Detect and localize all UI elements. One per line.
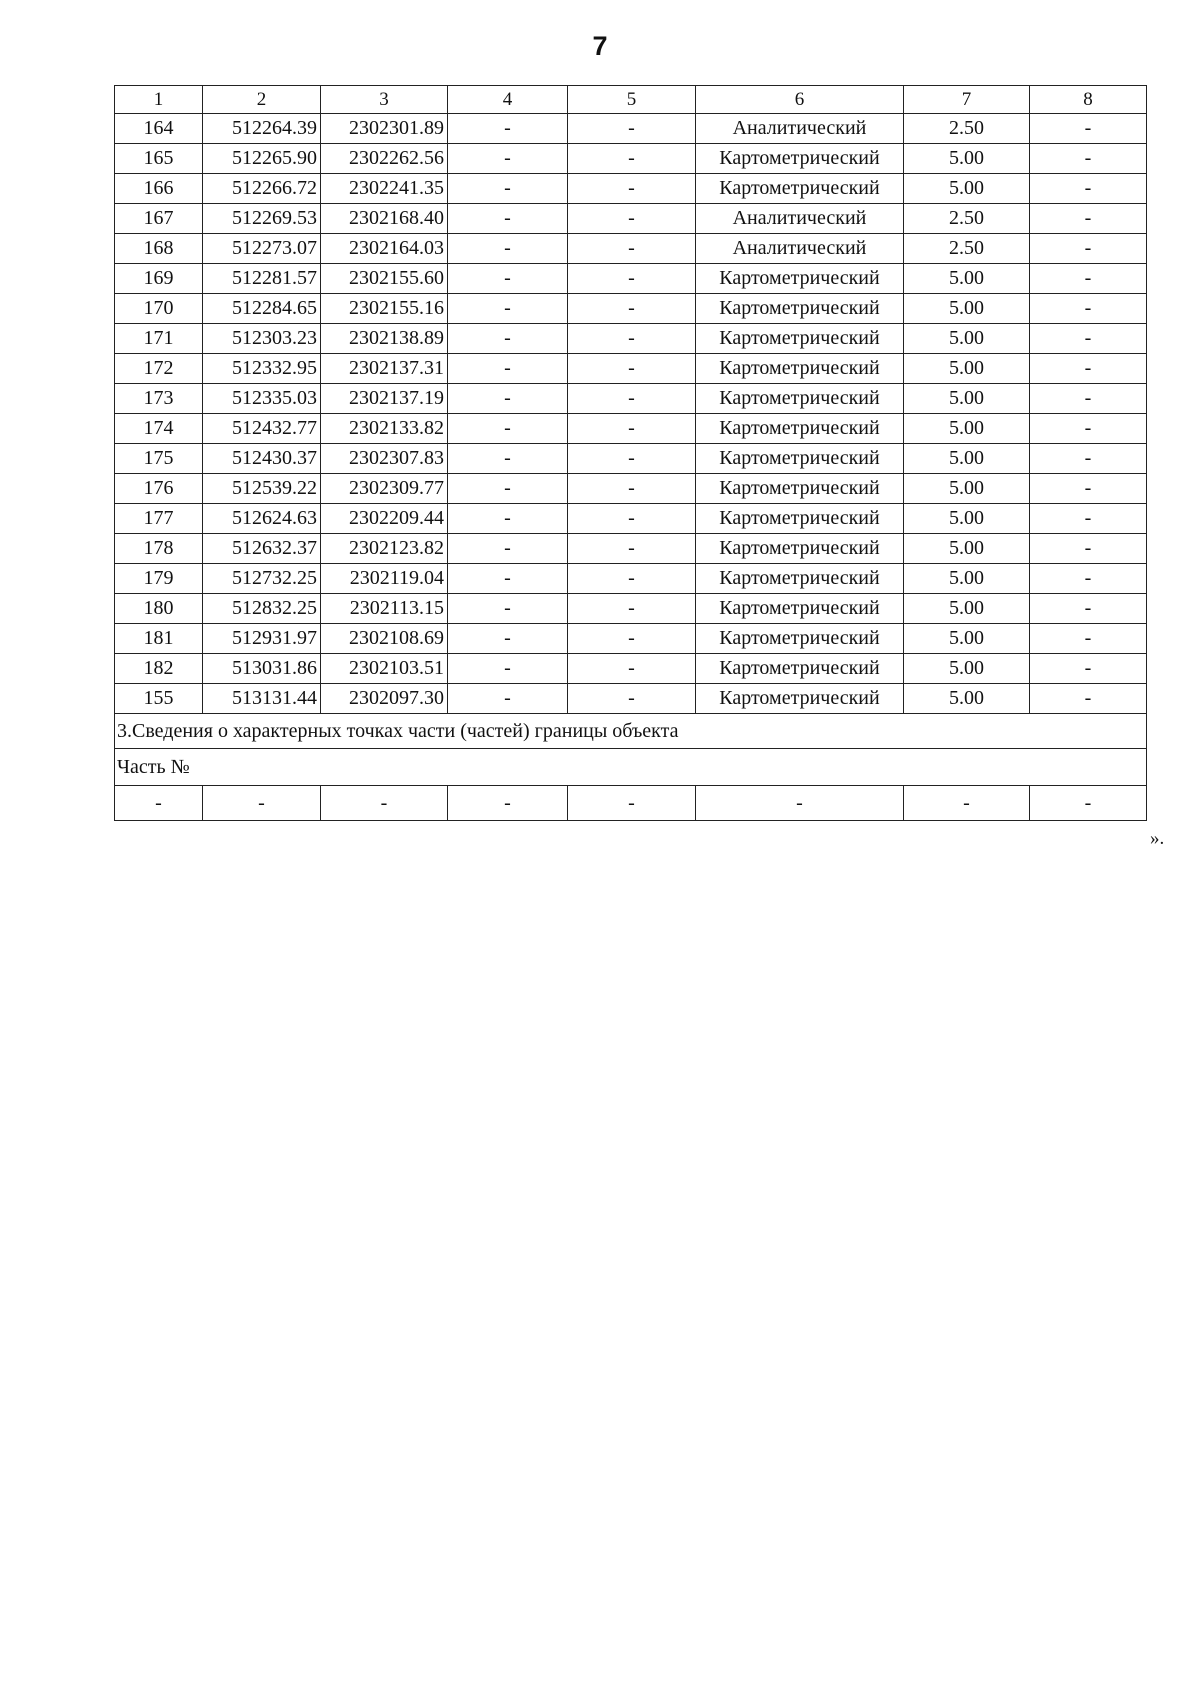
table-cell: -	[448, 414, 568, 444]
table-row	[115, 504, 1147, 534]
table-cell: 179	[115, 564, 203, 594]
table-cell: -	[1030, 414, 1147, 444]
table-cell: 2.50	[904, 234, 1030, 264]
header-cell: 3	[321, 86, 448, 114]
table-cell: -	[448, 264, 568, 294]
table-cell: 173	[115, 384, 203, 414]
table-cell: -	[448, 474, 568, 504]
table-cell: Аналитический	[696, 234, 904, 264]
table-cell: 2302209.44	[321, 504, 448, 534]
table-cell: 512265.90	[203, 144, 321, 174]
table-cell: 5.00	[904, 504, 1030, 534]
table-cell: -	[568, 174, 696, 204]
table-cell: 2302241.35	[321, 174, 448, 204]
table-cell: 512335.03	[203, 384, 321, 414]
table-cell: -	[1030, 654, 1147, 684]
table-cell: -	[448, 234, 568, 264]
table-cell: 2302307.83	[321, 444, 448, 474]
table-cell: -	[1030, 234, 1147, 264]
table-cell: -	[1030, 594, 1147, 624]
table-row	[115, 564, 1147, 594]
table-cell: 2302168.40	[321, 204, 448, 234]
table-cell: -	[448, 204, 568, 234]
table-cell: Картометрический	[696, 354, 904, 384]
table-cell: 5.00	[904, 144, 1030, 174]
table-cell: -	[203, 786, 321, 821]
table-cell: 2302113.15	[321, 594, 448, 624]
table-cell: -	[1030, 564, 1147, 594]
table-cell: 5.00	[904, 384, 1030, 414]
table-cell: 512832.25	[203, 594, 321, 624]
table-cell: 2302155.60	[321, 264, 448, 294]
table-body	[115, 86, 1147, 821]
table-cell: 512931.97	[203, 624, 321, 654]
table-cell: 512303.23	[203, 324, 321, 354]
table-cell: -	[568, 354, 696, 384]
table-row	[115, 624, 1147, 654]
table-cell: Картометрический	[696, 144, 904, 174]
table-cell: 512539.22	[203, 474, 321, 504]
table-cell: 2302309.77	[321, 474, 448, 504]
table-cell: 2302097.30	[321, 684, 448, 714]
table-cell: Картометрический	[696, 384, 904, 414]
table-cell: -	[321, 786, 448, 821]
table-cell: -	[568, 594, 696, 624]
table-cell: -	[1030, 174, 1147, 204]
table-cell: 155	[115, 684, 203, 714]
page-number: 7	[592, 31, 608, 61]
table-cell: 5.00	[904, 324, 1030, 354]
table-cell: -	[568, 264, 696, 294]
table-cell: -	[448, 324, 568, 354]
section-title-row	[115, 714, 1147, 749]
table-cell: 171	[115, 324, 203, 354]
table-row	[115, 144, 1147, 174]
table-cell: 5.00	[904, 654, 1030, 684]
table-cell: -	[1030, 624, 1147, 654]
table-cell: 176	[115, 474, 203, 504]
table-row	[115, 354, 1147, 384]
part-number-row	[115, 749, 1147, 786]
table-cell: 2302262.56	[321, 144, 448, 174]
table-cell: Картометрический	[696, 444, 904, 474]
table-cell: -	[568, 444, 696, 474]
table-cell: 5.00	[904, 534, 1030, 564]
header-cell: 2	[203, 86, 321, 114]
table-cell: -	[448, 114, 568, 144]
table-cell: -	[568, 474, 696, 504]
table-cell: 2302103.51	[321, 654, 448, 684]
table-cell: 180	[115, 594, 203, 624]
header-cell: 6	[696, 86, 904, 114]
table-cell: 512624.63	[203, 504, 321, 534]
table-cell: -	[448, 174, 568, 204]
table-cell: -	[568, 534, 696, 564]
table-cell: 170	[115, 294, 203, 324]
header-cell: 7	[904, 86, 1030, 114]
table-cell: 512273.07	[203, 234, 321, 264]
table-cell: -	[568, 684, 696, 714]
table-cell: -	[1030, 114, 1147, 144]
table-cell: -	[568, 654, 696, 684]
header-cell: 4	[448, 86, 568, 114]
table-cell: -	[448, 786, 568, 821]
table-cell: -	[568, 114, 696, 144]
table-cell: Картометрический	[696, 324, 904, 354]
table-cell: 169	[115, 264, 203, 294]
table-cell: 166	[115, 174, 203, 204]
table-cell: -	[1030, 534, 1147, 564]
table-cell: -	[568, 504, 696, 534]
table-cell: 2302108.69	[321, 624, 448, 654]
table-cell: 5.00	[904, 444, 1030, 474]
table-cell: 512432.77	[203, 414, 321, 444]
table-cell: 2302137.19	[321, 384, 448, 414]
part-number-label: Часть №	[115, 749, 1147, 786]
table-cell: -	[448, 534, 568, 564]
table-cell: -	[448, 384, 568, 414]
table-cell: 182	[115, 654, 203, 684]
table-row	[115, 324, 1147, 354]
table-cell: -	[1030, 144, 1147, 174]
table-cell: Аналитический	[696, 204, 904, 234]
table-cell: 5.00	[904, 564, 1030, 594]
table-cell: 2302123.82	[321, 534, 448, 564]
header-cell: 8	[1030, 86, 1147, 114]
table-cell: 512732.25	[203, 564, 321, 594]
table-cell: 5.00	[904, 264, 1030, 294]
table-row	[115, 594, 1147, 624]
table-cell: 164	[115, 114, 203, 144]
coordinates-table	[114, 85, 1147, 821]
table-row	[115, 114, 1147, 144]
table-cell: -	[568, 294, 696, 324]
table-cell: 512264.39	[203, 114, 321, 144]
table-cell: -	[1030, 384, 1147, 414]
table-row	[115, 204, 1147, 234]
table-cell: 174	[115, 414, 203, 444]
table-cell: 5.00	[904, 594, 1030, 624]
table-cell: 2.50	[904, 114, 1030, 144]
table-cell: 2302119.04	[321, 564, 448, 594]
table-cell: 2302155.16	[321, 294, 448, 324]
table-cell: 5.00	[904, 174, 1030, 204]
table-row	[115, 174, 1147, 204]
table-cell: -	[1030, 444, 1147, 474]
table-cell: 512332.95	[203, 354, 321, 384]
table-cell: 2302301.89	[321, 114, 448, 144]
table-header-row	[115, 86, 1147, 114]
closing-quote-mark: ».	[1150, 828, 1165, 849]
table-cell: Картометрический	[696, 654, 904, 684]
table-cell: -	[448, 564, 568, 594]
table-cell: -	[448, 354, 568, 384]
table-cell: Картометрический	[696, 504, 904, 534]
table-cell: 2302133.82	[321, 414, 448, 444]
table-row	[115, 414, 1147, 444]
table-cell: 512430.37	[203, 444, 321, 474]
header-cell: 5	[568, 86, 696, 114]
table-cell: Картометрический	[696, 624, 904, 654]
table-cell: 165	[115, 144, 203, 174]
table-row	[115, 654, 1147, 684]
table-cell: Картометрический	[696, 564, 904, 594]
table-cell: -	[448, 144, 568, 174]
table-cell: 167	[115, 204, 203, 234]
table-row	[115, 684, 1147, 714]
table-cell: 177	[115, 504, 203, 534]
table-cell: -	[1030, 474, 1147, 504]
table-cell: -	[1030, 264, 1147, 294]
table-cell: 5.00	[904, 474, 1030, 504]
table-cell: -	[568, 384, 696, 414]
table-cell: Аналитический	[696, 114, 904, 144]
table-cell: 512266.72	[203, 174, 321, 204]
table-row	[115, 234, 1147, 264]
table-cell: -	[1030, 684, 1147, 714]
table-cell: 168	[115, 234, 203, 264]
table-cell: Картометрический	[696, 264, 904, 294]
table-cell: 172	[115, 354, 203, 384]
table-cell: 2302138.89	[321, 324, 448, 354]
table-cell: -	[448, 294, 568, 324]
table-cell: 5.00	[904, 354, 1030, 384]
table-cell: -	[115, 786, 203, 821]
table-cell: -	[568, 144, 696, 174]
table-cell: 181	[115, 624, 203, 654]
table-cell: 512284.65	[203, 294, 321, 324]
table-cell: -	[1030, 504, 1147, 534]
table-row	[115, 444, 1147, 474]
table-cell: Картометрический	[696, 474, 904, 504]
table-cell: 2302164.03	[321, 234, 448, 264]
table-cell: Картометрический	[696, 534, 904, 564]
table-cell: -	[568, 204, 696, 234]
table-cell: 178	[115, 534, 203, 564]
table-cell: 512632.37	[203, 534, 321, 564]
table-cell: -	[568, 786, 696, 821]
table-cell: -	[1030, 786, 1147, 821]
table-cell: -	[448, 594, 568, 624]
table-cell: 2302137.31	[321, 354, 448, 384]
header-cell: 1	[115, 86, 203, 114]
table-cell: 5.00	[904, 414, 1030, 444]
table-cell: -	[448, 654, 568, 684]
table-cell: 513031.86	[203, 654, 321, 684]
table-row	[115, 534, 1147, 564]
table-cell: -	[1030, 324, 1147, 354]
table-cell: -	[568, 234, 696, 264]
table-cell: 5.00	[904, 294, 1030, 324]
table-cell: -	[1030, 294, 1147, 324]
table-cell: 175	[115, 444, 203, 474]
table-cell: Картометрический	[696, 684, 904, 714]
table-row	[115, 264, 1147, 294]
table-cell: Картометрический	[696, 594, 904, 624]
table-cell: 5.00	[904, 624, 1030, 654]
empty-data-row	[115, 786, 1147, 821]
table-row	[115, 474, 1147, 504]
table-cell: 2.50	[904, 204, 1030, 234]
table-cell: -	[448, 444, 568, 474]
table-cell: 5.00	[904, 684, 1030, 714]
table-cell: -	[568, 624, 696, 654]
table-cell: Картометрический	[696, 414, 904, 444]
section-title: 3.Сведения о характерных точках части (частей) границы объекта	[115, 714, 1147, 749]
table-cell: 512269.53	[203, 204, 321, 234]
table-cell: -	[696, 786, 904, 821]
table-cell: -	[568, 564, 696, 594]
table-cell: -	[1030, 204, 1147, 234]
table-cell: -	[448, 684, 568, 714]
table-cell: Картометрический	[696, 174, 904, 204]
table-row	[115, 294, 1147, 324]
table-cell: 513131.44	[203, 684, 321, 714]
table-cell: -	[904, 786, 1030, 821]
table-cell: -	[448, 624, 568, 654]
table-cell: -	[568, 414, 696, 444]
table-cell: Картометрический	[696, 294, 904, 324]
table-cell: 512281.57	[203, 264, 321, 294]
table-cell: -	[568, 324, 696, 354]
table-cell: -	[448, 504, 568, 534]
table-cell: -	[1030, 354, 1147, 384]
table-row	[115, 384, 1147, 414]
